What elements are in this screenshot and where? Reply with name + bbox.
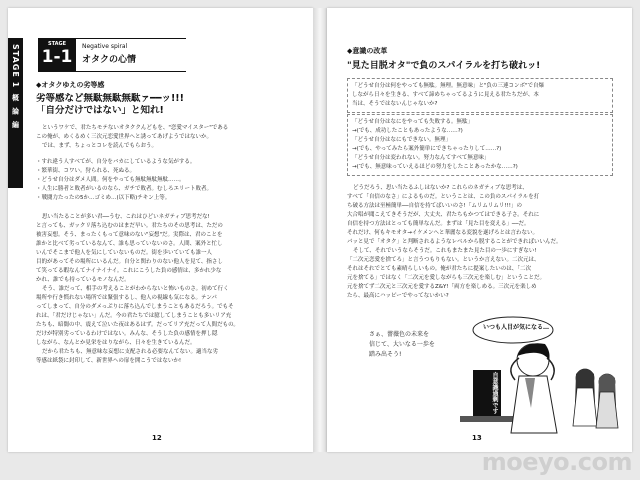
text-line: →(でも、成功したこともあったような……?) <box>352 128 463 134</box>
right-page <box>327 8 632 452</box>
headline-line: 劣等感など無駄無駄無駄ァ━━ッ!!! <box>36 93 184 104</box>
text-line: それだけ、何もキモオタ→イケメンへと華麗なる変貌を遂げろとは言わない。 <box>347 230 539 236</box>
text-line: 元を捨てず二次元と三次元を愛するZ&Y!「両方を楽しめる。三次元を楽しめ <box>347 284 537 290</box>
text-line: 思い当たることが多い君──うむ、これはひどいネガティブ思考だな! <box>42 214 210 220</box>
text-line: では、まず、ちょっとコレを読んでもらおう。 <box>42 143 158 149</box>
list-item: ・どうせ自分はダメ人間。何をやっても無駄無駄無駄……。 <box>36 177 185 183</box>
text-line: と言っても、ガックリ落ち込むのはまだ早い。君たちのその思考は、ただの <box>36 223 223 229</box>
text-line: パッと見で「オタク」と判断されるようなレベルから脱することができればいいんだ。 <box>347 239 562 245</box>
side-tab-stage: STAGE 1 <box>11 44 20 89</box>
quote-box-1 <box>347 78 613 113</box>
text-line: この俺が、めくるめく三次元恋愛世界へと誘ってあげようではないか。 <box>36 134 213 140</box>
page-number: 12 <box>152 434 162 442</box>
text-line: たちも、暗闇の中、震えて泣いた夜はあるはず。だってリア充だって人間だもの。 <box>36 322 239 328</box>
stage-side-tab <box>8 38 23 188</box>
list-item: ・すれ違う人すべてが、自分をバカにしているような気がする。 <box>36 159 196 165</box>
text-line: 「どうせ自分は何をやっても無駄。無理。無意味」と"負の三連コンボ"で自爆 <box>352 83 545 89</box>
book-gutter <box>313 8 327 452</box>
text-line: ってしまって、自分のダメっぷりに落ち込んでしまうこともあるだろう。でもそ <box>36 304 234 310</box>
text-line: 被害妄想。そう、まったくもって意味のない"妄想"だ。実際は、君のことを <box>36 232 223 238</box>
list-item: ・繁華街、コワい。狩られる、死ぬる。 <box>36 168 136 174</box>
closing-text <box>369 330 435 360</box>
section-heading: ◆意識の改革 <box>347 47 388 55</box>
side-tab-title: 概 論 編 <box>11 94 20 131</box>
text-line: 誰かと比べて劣っているなんて、誰も思っていないのさ。人間、案外と忙し <box>36 241 223 247</box>
chapter-title-jp: オタクの心情 <box>82 55 137 65</box>
text-line: そして、それでいうならそうだ。これもまたまた見た目の一歩にすぎない! <box>353 248 537 254</box>
text-line: 踏み出そう! <box>369 351 402 358</box>
text-line: そう、誰だって、相手の考えることがわからないと怖いものさ。初めて行く <box>42 286 229 292</box>
headline <box>36 93 184 117</box>
intro-paragraph <box>36 124 298 151</box>
text-line: →(でも、無意味っていえるほどの努力をしたことあったかな……?) <box>352 164 518 170</box>
text-line: →(でも、やってみたら案外簡単にできちゃったりして……?) <box>352 146 502 152</box>
symptom-list <box>36 158 298 203</box>
quote-box-2 <box>347 114 613 176</box>
text-line: 「二次元恋愛を捨てろ」と言うつもりもない。というか言えない。二次元は、 <box>347 257 540 263</box>
text-line: 当は、そうではないんじゃないか? <box>352 101 438 107</box>
list-item: ・戦闘力たったの5か…ゴミめ…(以下略)チキン上等。 <box>36 195 171 201</box>
chapter-header <box>38 38 186 72</box>
text-line: 「どうせ自分はなにをやっても失敗する。無駄」 <box>352 119 474 125</box>
text-line: かれ、誰でも持っているモノなんだ。 <box>36 277 130 283</box>
manga-illustration <box>455 308 625 443</box>
headline-line: 「自分だけではない」と知れ! <box>36 105 164 116</box>
text-line: しながら、なんとか見栄をはりながら、日々を生きているんだ。 <box>36 340 196 346</box>
text-line: 「どうせ自分はなにもできない。無理」 <box>352 137 452 143</box>
page-number: 13 <box>472 434 482 442</box>
text-line: たら、最高にハッピーでやってないかい? <box>347 293 449 299</box>
text-line: 「どうせ自分は変われない。努力なんてすべて無意味」 <box>352 155 490 161</box>
text-line: どうだろう、思い当たるふしはないか? これらのネガティブな思考は、 <box>353 185 528 191</box>
body-paragraph <box>36 213 298 366</box>
text-line: 大合唱が聞こえてきそうだが、大丈夫、君たちもかつてはできる子さ。それに <box>347 212 540 218</box>
chapter-title-en: Negative spiral <box>82 43 128 50</box>
illustration-caption: いつも人目が気になる… <box>483 324 550 331</box>
watermark-logo: moeyo.com <box>481 448 632 476</box>
text-line: て笑ってる暇なんてナイナイナイ。これにこうした負の感情は、多かれ少な <box>36 268 222 274</box>
text-line: それはそれでとても素晴らしいもの。俺が君たちに提案したいのは、「二次 <box>347 266 532 272</box>
text-line: 目的があってその場所にいるんだ。自分と関わりのない他人を見て、指さし <box>36 259 223 265</box>
text-line: さぁ、薔薇色の未来を <box>369 331 430 338</box>
text-line: 場所や行き慣れない場所では緊張するし、他人の視線も気になる。テンパ <box>36 295 217 301</box>
text-line: しながら日々を生きる、すべて諦めちゃってるように見える君たちだが、本 <box>352 92 539 98</box>
list-item: ・人生に勝者と敗者がいるのなら、ガチで敗者。むしろエリート敗者。 <box>36 186 213 192</box>
text-line: 信じて、大いなる一歩を <box>369 341 435 348</box>
text-line: 元を捨てる」ではなく「二次元を愛しながらも三次元を楽しむ」ということだ。 <box>347 275 546 281</box>
chapter-title-block <box>76 38 186 72</box>
chapter-stage-label: STAGE <box>47 41 66 47</box>
text-line: いんでそこまで他人を気にしていないものだ。街を歩いていても誰一人 <box>36 250 213 256</box>
text-line: だけが特別劣っているわけではない。みんな、そうした負の感情を押し隠 <box>36 331 218 337</box>
text-line: ち破る方法は至極簡単──自信を持てばいいのさ!「ムリムリムリ!!!」の <box>347 203 522 209</box>
chapter-number-block <box>38 38 76 72</box>
headline: "見た目脱オタ"で負のスパイラルを打ち破れッ! <box>347 61 541 71</box>
chapter-number: 1-1 <box>41 47 73 67</box>
text-line: というワケで、君たちモテないオタククんどもを、"恋愛マイスター"である <box>42 125 229 131</box>
text-line: だから君たちも、無意味な妄想に支配される必要なんてない。適当な劣 <box>42 349 219 355</box>
text-line: すべて「自信のなさ」によるものだ。ということは、この負のスパイラルを打 <box>347 194 540 200</box>
section-heading: ◆オタクゆえの劣等感 <box>36 81 105 89</box>
text-line: れは、「君だけじゃない」んだ。今の君たちでは臆してしまうことも多いリア充 <box>36 313 232 319</box>
illustration-tag: 自意識過剰です <box>491 372 498 414</box>
left-page <box>8 8 313 452</box>
body-paragraph <box>347 184 615 301</box>
text-line: 自信を持つ方法はとっても簡単なんだ。まずは「見た目を変える」──だ。 <box>347 221 530 227</box>
text-line: 等感は紙袋に封印して、新世界への扉を開こうではないか! <box>36 358 182 364</box>
